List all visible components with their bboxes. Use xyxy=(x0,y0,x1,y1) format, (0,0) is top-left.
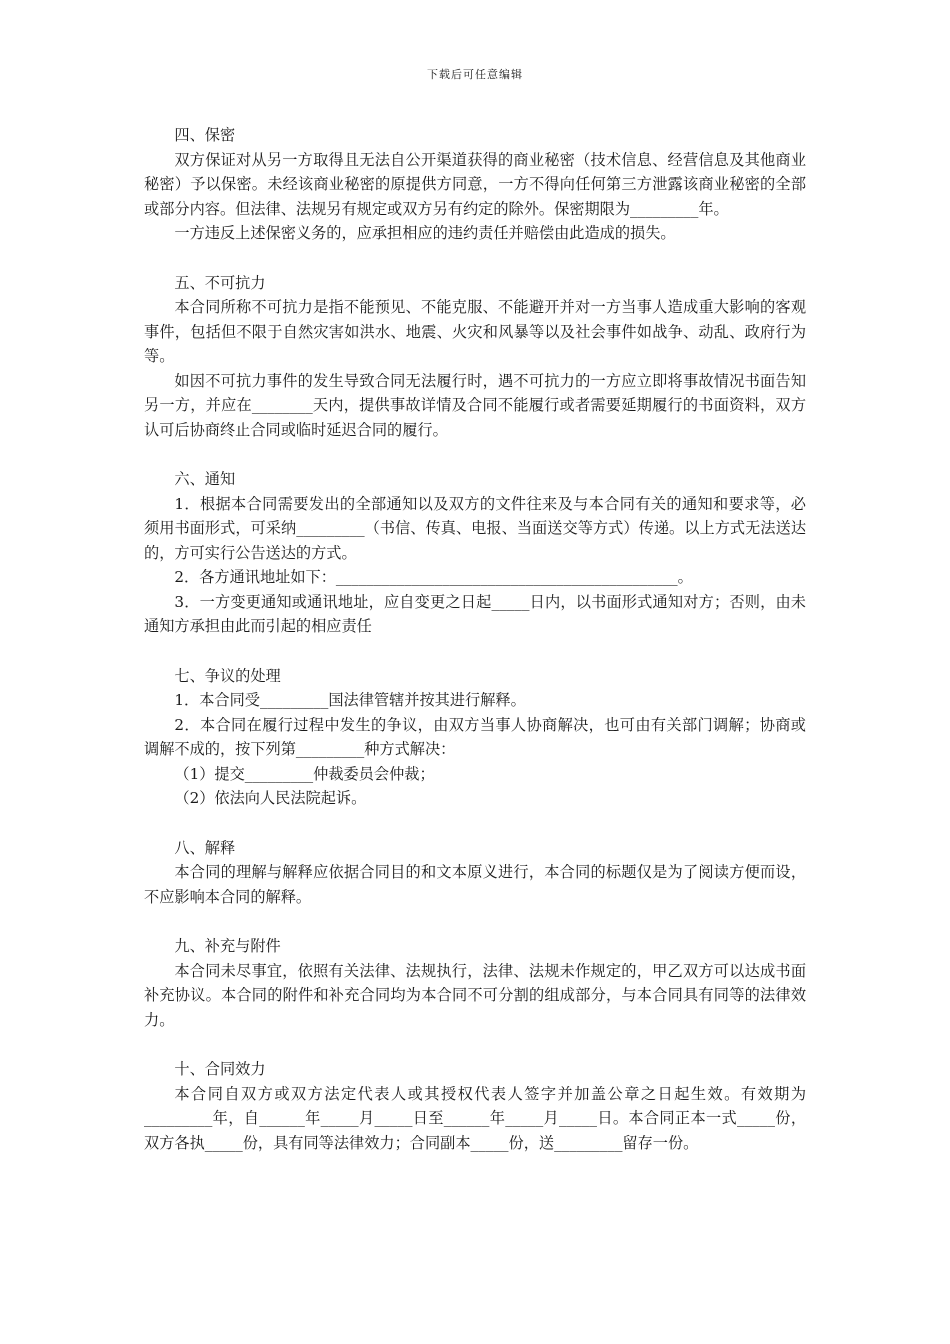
section-heading-force-majeure: 五、不可抗力 xyxy=(174,273,266,292)
section-heading-supplements: 九、补充与附件 xyxy=(174,937,281,955)
paragraph: （2）依法向人民法院起诉。 xyxy=(174,789,367,807)
paragraph: 2．本合同在履行过程中发生的争议，由双方当事人协商解决，也可由有关部门调解；协商或调解不成的，按下列第_________种方式解决： xyxy=(144,715,806,758)
paragraph: 2．各方通讯地址如下：_____________________________________________。 xyxy=(174,568,693,586)
paragraph: （1）提交_________仲裁委员会仲裁； xyxy=(174,764,435,783)
paragraph: 1．根据本合同需要发出的全部通知以及双方的文件往来及与本合同有关的通知和要求等，必须用书面形式，可采纳_________（书信、传真、电报、当面送交等方式）传递。以上方式无法送达的，方可实行公告送达的方式。 xyxy=(144,494,806,562)
section-heading-validity: 十、合同效力 xyxy=(174,1060,266,1078)
paragraph: 本合同自双方或双方法定代表人或其授权代表人签字并加盖公章之日起生效。有效期为_________年，自______年_____月_____日至______年_____月_____日。本合同正本一式_____份，双方各执_____份，具有同等法律效力；合同副本_____份，送_________留存一份。 xyxy=(144,1084,807,1152)
paragraph: 3．一方变更通知或通讯地址，应自变更之日起_____日内，以书面形式通知对方；否则，由未通知方承担由此而引起的相应责任 xyxy=(144,592,806,635)
section-heading-disputes: 七、争议的处理 xyxy=(174,666,281,685)
paragraph: 一方违反上述保密义务的，应承担相应的违约责任并赔偿由此造成的损失。 xyxy=(174,224,676,242)
paragraph: 1．本合同受_________国法律管辖并按其进行解释。 xyxy=(174,691,526,709)
contract-body xyxy=(144,123,806,1155)
page-header-note: 下载后可任意编辑 xyxy=(427,68,523,81)
paragraph: 如因不可抗力事件的发生导致合同无法履行时，遇不可抗力的一方应立即将事故情况书面告知另一方，并应在________天内，提供事故详情及合同不能履行或者需要延期履行的书面资料，双方认可后协商终止合同或临时延迟合同的履行。 xyxy=(144,371,806,439)
section-heading-interpretation: 八、解释 xyxy=(174,838,236,857)
section-heading-confidentiality: 四、保密 xyxy=(174,126,236,144)
paragraph: 本合同所称不可抗力是指不能预见、不能克服、不能避开并对一方当事人造成重大影响的客观事件，包括但不限于自然灾害如洪水、地震、火灾和风暴等以及社会事件如战争、动乱、政府行为等。 xyxy=(144,298,806,365)
paragraph: 本合同的理解与解释应依据合同目的和文本原义进行，本合同的标题仅是为了阅读方便而设，不应影响本合同的解释。 xyxy=(144,863,806,906)
paragraph: 双方保证对从另一方取得且无法自公开渠道获得的商业秘密（技术信息、经营信息及其他商业秘密）予以保密。未经该商业秘密的原提供方同意，一方不得向任何第三方泄露该商业秘密的全部或部分内容。但法律、法规另有规定或双方另有约定的除外。保密期限为_________年。 xyxy=(144,150,806,218)
section-heading-notice: 六、通知 xyxy=(174,470,236,488)
paragraph: 本合同未尽事宜，依照有关法律、法规执行，法律、法规未作规定的，甲乙双方可以达成书面补充协议。本合同的附件和补充合同均为本合同不可分割的组成部分，与本合同具有同等的法律效力。 xyxy=(144,961,806,1029)
